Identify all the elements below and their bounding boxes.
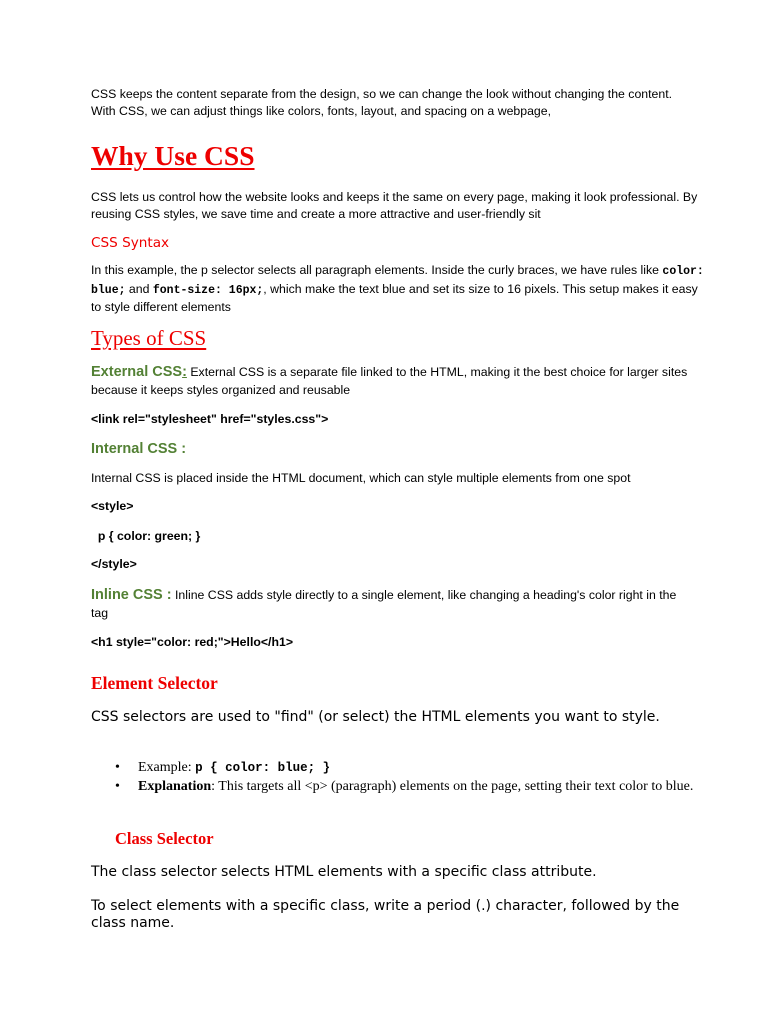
inline-css-heading: Inline CSS : [91,587,172,603]
explanation-label: Explanation [138,778,212,794]
css-syntax-paragraph [91,262,711,317]
syntax-code-2: font-size: 16px; [152,283,264,297]
external-css-paragraph [91,363,691,399]
internal-css-code-open: <style> [91,499,134,513]
syntax-text-1: In this example, the p selector selects all paragraph elements. Inside the curly braces, we have rules like [91,263,663,277]
explanation-text: : This targets all <p> (paragraph) elements on the page, setting their text color to blue. [211,778,694,794]
inline-css-code: <h1 style="color: red;">Hello</h1> [91,635,293,649]
element-selector-paragraph: CSS selectors are used to "find" (or select) the HTML elements you want to style. [91,709,660,725]
bullet: • [115,760,120,775]
internal-css-heading: Internal CSS : [91,441,187,457]
syntax-code-1: color: blue; [91,265,704,297]
internal-css-paragraph: Internal CSS is placed inside the HTML document, which can style multiple elements from one spot [91,471,631,485]
element-selector-list [115,759,695,795]
internal-css-code-rule: p { color: green; } [91,529,201,543]
types-of-css-heading: Types of CSS [91,326,207,350]
example-code: p { color: blue; } [195,761,331,775]
internal-css-code-close: </style> [91,557,137,571]
class-selector-heading: Class Selector [115,829,214,848]
syntax-text-2: and [125,281,153,296]
intro-paragraph: CSS keeps the content separate from the design, so we can change the look without changing the content. With CSS, we can adjust things like colors, fonts, layout, and spacing on a webpage, [91,87,673,118]
why-use-css-heading: Why Use CSS [91,140,255,171]
inline-css-paragraph [91,586,691,622]
external-css-heading [91,364,187,380]
example-label: Example: [138,760,196,775]
external-css-heading-text: External CSS [91,364,183,380]
external-css-code: <link rel="stylesheet" href="styles.css"> [91,412,329,426]
why-use-css-paragraph: CSS lets us control how the website looks and keeps it the same on every page, making it look professional. By reusing CSS styles, we save time and create a more attractive and user-friendly sit [91,190,698,221]
list-item [115,759,695,778]
syntax-text-3: , which make the text blue and set its size to 16 pixels. This setup makes it easy to style different elements [91,281,698,314]
bullet: • [115,778,120,794]
list-item [115,778,695,796]
external-css-colon: : [182,364,187,380]
css-syntax-heading: CSS Syntax [91,235,170,251]
class-selector-paragraph-1: The class selector selects HTML elements with a specific class attribute. [91,864,597,880]
external-css-text: External CSS is a separate file linked to the HTML, making it the best choice for larger sites because it keeps styles organized and reusable [91,365,688,397]
class-selector-paragraph-2: To select elements with a specific class, write a period (.) character, followed by the class name. [91,898,680,931]
inline-css-text: Inline CSS adds style directly to a single element, like changing a heading's color right in the tag [91,588,677,620]
element-selector-heading: Element Selector [91,673,218,693]
